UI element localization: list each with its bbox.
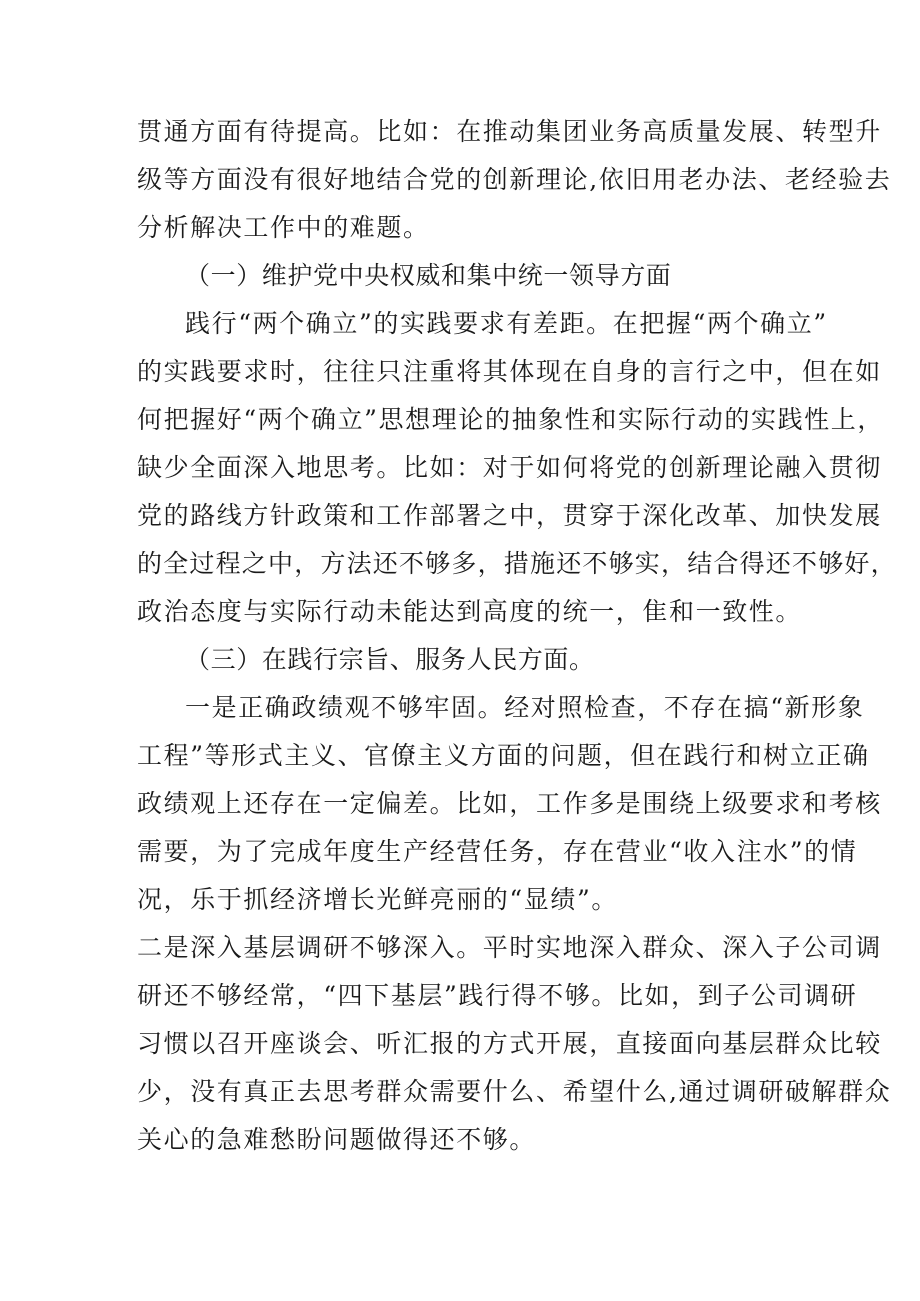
section-heading-1: （一）维护党中央权威和集中统一领导方面 xyxy=(185,261,672,290)
paragraph-2-line-2: 的实践要求时，往往只注重将其体现在自身的言行之中，但在如 xyxy=(137,357,882,386)
paragraph-4-line-2: 研还不够经常，“四下基层”践行得不够。比如，到子公司调研 xyxy=(137,981,858,1010)
paragraph-2-line-4: 缺少全面深入地思考。比如：对于如何将党的创新理论融入贯彻 xyxy=(137,453,882,482)
paragraph-4-line-5: 关心的急难愁盼问题做得还不够。 xyxy=(137,1125,537,1154)
paragraph-3-line-1: 一是正确政绩观不够牢固。经对照检查，不存在搞“新形象 xyxy=(185,693,865,722)
paragraph-continuation-line-2: 级等方面没有很好地结合党的创新理论,依旧用老办法、老经验去 xyxy=(137,165,892,194)
paragraph-3-line-2: 工程”等形式主义、官僚主义方面的问题，但在践行和树立正确 xyxy=(137,741,870,770)
paragraph-4-line-3: 习惯以召开座谈会、听汇报的方式开展，直接面向基层群众比较 xyxy=(137,1029,882,1058)
paragraph-continuation-line-3: 分析解决工作中的难题。 xyxy=(137,213,430,242)
section-heading-3: （三）在践行宗旨、服务人民方面。 xyxy=(185,645,595,674)
paragraph-2-line-3: 何把握好“两个确立”思想理论的抽象性和实际行动的实践性上， xyxy=(137,405,884,434)
paragraph-3-line-4: 需要，为了完成年度生产经营任务，存在营业“收入注水”的情 xyxy=(137,837,858,866)
paragraph-4-line-4: 少，没有真正去思考群众需要什么、希望什么,通过调研破解群众 xyxy=(137,1077,892,1106)
paragraph-2-line-1: 践行“两个确立”的实践要求有差距。在把握“两个确立” xyxy=(185,309,828,338)
paragraph-4-line-1: 二是深入基层调研不够深入。平时实地深入群众、深入子公司调 xyxy=(137,933,882,962)
paragraph-continuation-line-1: 贯通方面有待提高。比如：在推动集团业务高质量发展、转型升 xyxy=(137,117,882,146)
paragraph-3-line-3: 政绩观上还存在一定偏差。比如，工作多是围绕上级要求和考核 xyxy=(137,789,882,818)
paragraph-2-line-6: 的全过程之中，方法还不够多，措施还不够实，结合得还不够好， xyxy=(137,549,897,578)
paragraph-3-line-5: 况，乐于抓经济增长光鲜亮丽的“显绩”。 xyxy=(137,885,618,914)
paragraph-2-line-7: 政治态度与实际行动未能达到高度的统一，隹和一致性。 xyxy=(137,597,803,626)
paragraph-2-line-5: 党的路线方针政策和工作部署之中，贯穿于深化改革、加快发展 xyxy=(137,501,882,530)
